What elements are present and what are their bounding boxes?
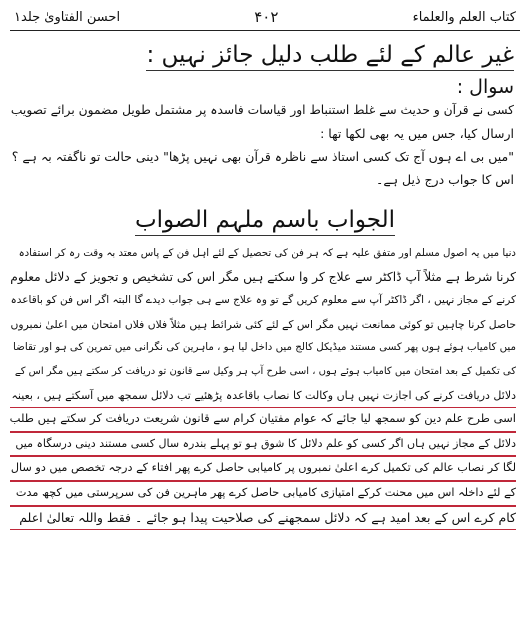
answer-line: حاصل کرنا چاہیں تو کوئی ممانعت نہیں مگر اس کے لئے کئی شرائط ہیں مثلاً فلاں فلاں امتحان میں اعلیٰ نمبروں xyxy=(10,317,516,331)
answer-line: کی تکمیل کے بعد امتحان میں کامیاب ہوئے ہوں ، اسی طرح آپ ہر وکیل سے قانون تو دریافت کر سکتے ہیں مگر اس کے xyxy=(14,365,516,377)
running-title-right: کتاب العلم والعلماء xyxy=(412,9,516,25)
question-line: اس کا جواب درج ذیل ہے۔ xyxy=(376,172,514,187)
running-title-left: احسن الفتاویٰ جلد۱ xyxy=(14,9,121,25)
answer-body xyxy=(10,242,516,530)
page-header xyxy=(10,4,520,31)
section-heading-text: غیر عالم کے لئے طلب دلیل جائز نہیں : xyxy=(146,41,514,71)
answer-line: کرنے کے مجاز نہیں ، اگر ڈاکٹر آپ سے معلوم کریں گے تو وہ علاج سے ہی جواب دیدے گا البتہ اگر اس فن کو باقاعدہ xyxy=(10,294,516,307)
answer-line: دلائل کے مجاز نہیں ہاں اگر کسی کو علم دلائل کا شوق ہو تو پہلے بندرہ سال کسی مستند دینی درسگاہ میں xyxy=(10,432,516,457)
answer-line: کام کرے اس کے بعد امید ہے کہ دلائل سمجھنے کی صلاحیت پیدا ہو جائے ۔ فقط واللہ تعالیٰ اعلم xyxy=(10,506,516,531)
answer-line: کرنا شرط ہے مثلاً آپ ڈاکٹر سے علاج کر وا سکتے ہیں مگر اس کی تشخیص و تجویز کے دلائل معلوم xyxy=(10,269,516,284)
question-block xyxy=(10,99,514,191)
section-heading xyxy=(10,41,514,71)
answer-line: میں کامیاب ہوئے ہوں پھر کسی مستند میڈیکل کالج میں داخل لیا ہو ، ماہرین کی نگرانی میں تمرین کی ہو اور تقاضا xyxy=(13,341,516,354)
question-line: کسی نے قرآن و حدیث سے غلط استنباط اور قیاسات فاسدہ پر مشتمل طویل مضمون برائے تصویب xyxy=(10,103,514,117)
answer-line: لگا کر نصاب عالم کی تکمیل کرے اعلیٰ نمبروں پر کامیابی حاصل کرے پھر افتاء کے درجہ تخصص میں دو سال xyxy=(10,456,516,481)
answer-title-text: الجواب باسم ملہم الصواب xyxy=(135,205,395,236)
answer-line: اسی طرح علم دین کو سمجھ لیا جائے کہ عوام مفتیان کرام سے قانون شریعت دریافت کر سکتے ہیں طلب xyxy=(10,407,516,432)
answer-line: کے لئے داخلہ اس میں محنت کرکے امتیازی کامیابی حاصل کرے پھر ماہرین فن کی سرپرستی میں کچھ مدت xyxy=(10,481,516,506)
answer-line: دلائل دریافت کرنے کی اجازت نہیں ہاں وکالت کا نصاب باقاعدہ پڑھئیے تب دلائل سمجھ میں آسکتے ہیں ، بعینہ xyxy=(11,388,516,402)
question-line: ارسال کیا، جس میں یہ بھی لکھا تھا : xyxy=(320,126,514,141)
question-line: "میں بی اے ہوں آج تک کسی استاذ سے ناظرہ قرآن بھی نہیں پڑھا" دینی حالت تو ناگفتہ بہ ہے ؟ xyxy=(11,149,514,164)
answer-title xyxy=(10,205,520,236)
answer-line: دنیا میں یہ اصول مسلم اور متفق علیہ ہے کہ ہر فن کی تحصیل کے لئے اہل فن کے پاس معتد بہ وقت رہ کر استفادہ xyxy=(18,247,516,259)
page-number: ۴۰۲ xyxy=(254,8,279,26)
question-label: سوال : xyxy=(456,76,514,98)
